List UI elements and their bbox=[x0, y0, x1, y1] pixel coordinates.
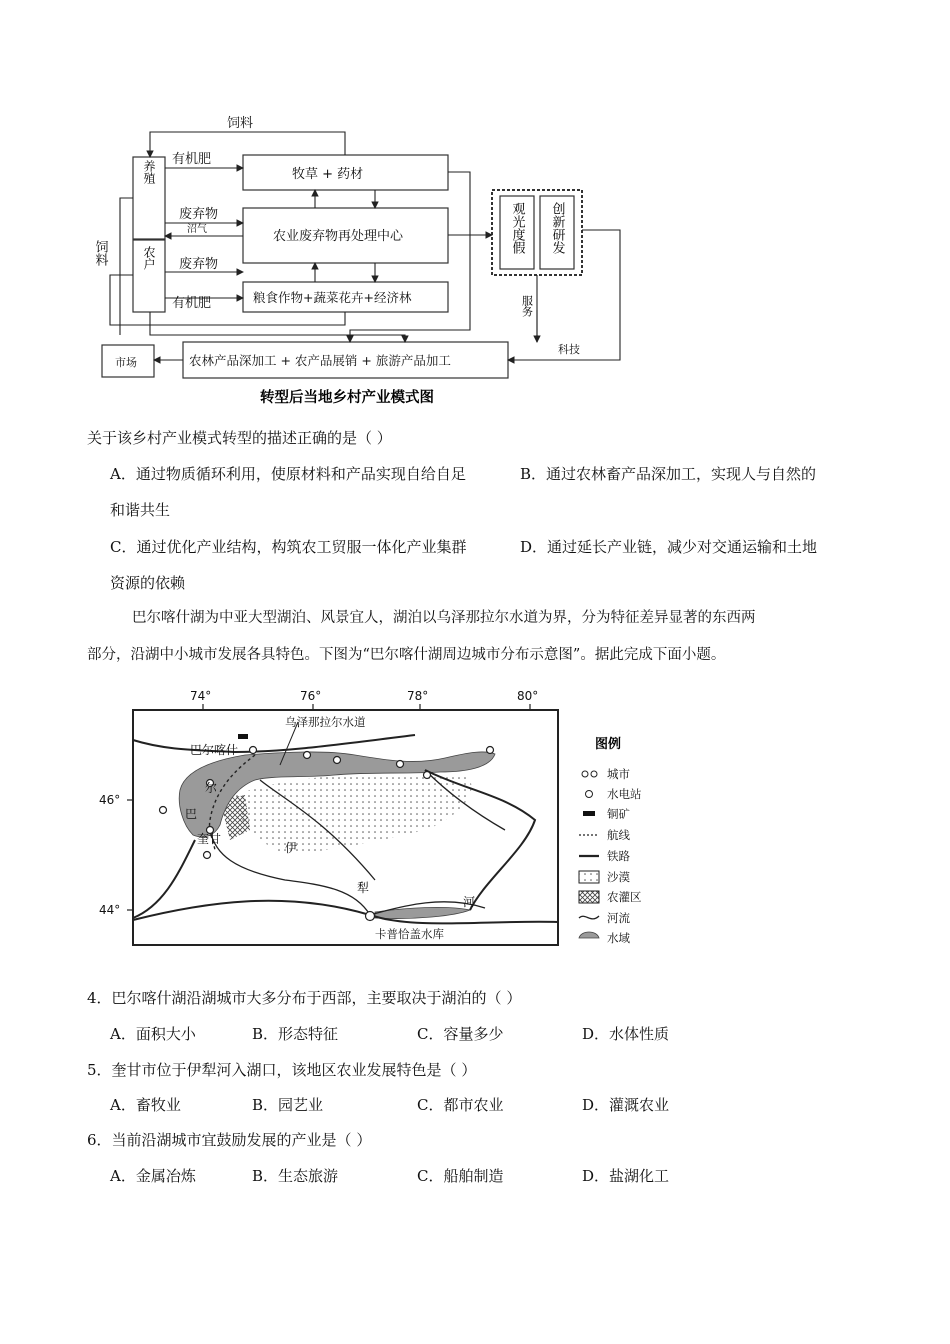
city-west-2 bbox=[160, 807, 167, 814]
legend-water: 水域 bbox=[607, 931, 630, 945]
legend-desert: 沙漠 bbox=[607, 870, 630, 884]
city-east-1 bbox=[424, 772, 431, 779]
farmer-text: 农户 bbox=[142, 246, 156, 270]
q5-option-c: C．都市农业 bbox=[417, 1096, 504, 1114]
legend-route: 航线 bbox=[607, 828, 630, 842]
city-kuigan-label: 奎甘 bbox=[197, 832, 222, 846]
breeding-text: 养殖 bbox=[142, 160, 156, 184]
q5-option-a: A．畜牧业 bbox=[110, 1096, 181, 1114]
passage-line-1: 巴尔喀什湖为中亚大型湖泊、风景宜人，湖泊以乌泽那拉尔水道为界，分为特征差异显著的东西两 bbox=[132, 610, 756, 626]
legend-irrigation: 农灌区 bbox=[607, 890, 642, 904]
q6-option-c: C．船舶制造 bbox=[417, 1167, 504, 1185]
char-er: 尔 bbox=[205, 781, 218, 795]
lat-46: 46° bbox=[99, 793, 121, 807]
lon-74: 74° bbox=[190, 689, 212, 703]
legend-city: 城市 bbox=[607, 767, 630, 781]
city-balkhash bbox=[250, 747, 257, 754]
tourism-innovation-group bbox=[492, 190, 582, 275]
char-ba: 巴 bbox=[185, 807, 198, 821]
option-c: C．通过优化产业结构，构筑农工贸服一体化产业集群 bbox=[110, 538, 467, 556]
option-b: B．通过农林畜产品深加工，实现人与自然的 bbox=[520, 465, 817, 483]
waste-center-text: 农业废弃物再处理中心 bbox=[273, 229, 404, 244]
feed-left-label: 饲料 bbox=[92, 240, 108, 266]
option-a: A．通过物质循环利用，使原材料和产品实现自给自足 bbox=[110, 465, 466, 483]
option-d-continued: 资源的依赖 bbox=[110, 574, 186, 592]
balkhash-map bbox=[85, 680, 675, 955]
lon-78: 78° bbox=[407, 689, 429, 703]
hydro-station bbox=[366, 912, 375, 921]
q5-option-b: B．园艺业 bbox=[252, 1096, 324, 1114]
q6-option-a: A．金属冶炼 bbox=[110, 1167, 196, 1185]
legend-hydro: 水电站 bbox=[607, 787, 642, 801]
market-text: 市场 bbox=[115, 356, 137, 369]
waste-mid-label: 废弃物 bbox=[179, 257, 219, 272]
city-north-1 bbox=[304, 752, 311, 759]
q4-option-a: A．面积大小 bbox=[110, 1025, 196, 1043]
processing-text: 农林产品深加工 + 农产品展销 + 旅游产品加工 bbox=[189, 353, 451, 368]
city-balkhash-label: 巴尔喀什 bbox=[190, 743, 239, 757]
legend-title: 图例 bbox=[595, 737, 622, 752]
q6-stem: 6．当前沿湖城市宜鼓励发展的产业是（ ） bbox=[87, 1131, 372, 1149]
innovation-text: 创新研发 bbox=[549, 202, 565, 254]
passage-line-2: 部分，沿湖中小城市发展各具特色。下图为“巴尔喀什湖周边城市分布示意图”。据此完成下面小题。 bbox=[87, 647, 726, 663]
channel-label: 乌泽那拉尔水道 bbox=[285, 715, 366, 729]
q5-stem: 5．奎甘市位于伊犁河入湖口，该地区农业发展特色是（ ） bbox=[87, 1061, 477, 1079]
river-yi: 伊 bbox=[285, 841, 298, 855]
city-east-2 bbox=[487, 747, 494, 754]
question-stem: 关于该乡村产业模式转型的描述正确的是（ ） bbox=[87, 429, 392, 447]
waste-top-label: 废弃物 bbox=[179, 207, 219, 222]
feed-top-label: 饲料 bbox=[227, 116, 254, 131]
option-d: D．通过延长产业链，减少对交通运输和土地 bbox=[520, 538, 818, 556]
q4-option-d: D．水体性质 bbox=[582, 1025, 670, 1043]
legend-railway: 铁路 bbox=[607, 849, 630, 863]
biogas-label: 沼气 bbox=[187, 224, 207, 235]
crops-text: 粮食作物+蔬菜花卉+经济林 bbox=[253, 290, 412, 305]
organic-top-label: 有机肥 bbox=[172, 152, 212, 167]
q4-option-b: B．形态特征 bbox=[252, 1025, 339, 1043]
city-north-2 bbox=[334, 757, 341, 764]
legend-river: 河流 bbox=[607, 911, 630, 925]
lon-76: 76° bbox=[300, 689, 322, 703]
q4-stem: 4．巴尔喀什湖沿湖城市大多分布于西部，主要取决于湖泊的（ ） bbox=[87, 989, 522, 1007]
diagram-caption: 转型后当地乡村产业模式图 bbox=[260, 390, 434, 406]
map-legend bbox=[579, 736, 642, 945]
tech-label: 科技 bbox=[558, 343, 580, 356]
reservoir-label: 卡普恰盖水库 bbox=[375, 927, 444, 941]
option-b-continued: 和谐共生 bbox=[110, 501, 171, 519]
q4-option-c: C．容量多少 bbox=[417, 1025, 504, 1043]
lon-80: 80° bbox=[517, 689, 539, 703]
q5-option-d: D．灌溉农业 bbox=[582, 1096, 670, 1114]
river-li: 犁 bbox=[357, 881, 370, 895]
legend-copper: 铜矿 bbox=[607, 807, 630, 821]
lat-44: 44° bbox=[99, 903, 121, 917]
river-he: 河 bbox=[463, 895, 476, 909]
q6-option-d: D．盐湖化工 bbox=[582, 1167, 670, 1185]
rural-industry-diagram bbox=[92, 110, 635, 410]
organic-bottom-label: 有机肥 bbox=[172, 296, 212, 311]
forage-herb-text: 牧草 + 药材 bbox=[292, 167, 364, 182]
city-south bbox=[204, 852, 211, 859]
city-north-3 bbox=[397, 761, 404, 768]
q6-option-b: B．生态旅游 bbox=[252, 1167, 339, 1185]
copper-mine bbox=[238, 734, 248, 739]
service-label: 服务 bbox=[520, 295, 534, 317]
tourism-text: 观光度假 bbox=[509, 202, 525, 254]
